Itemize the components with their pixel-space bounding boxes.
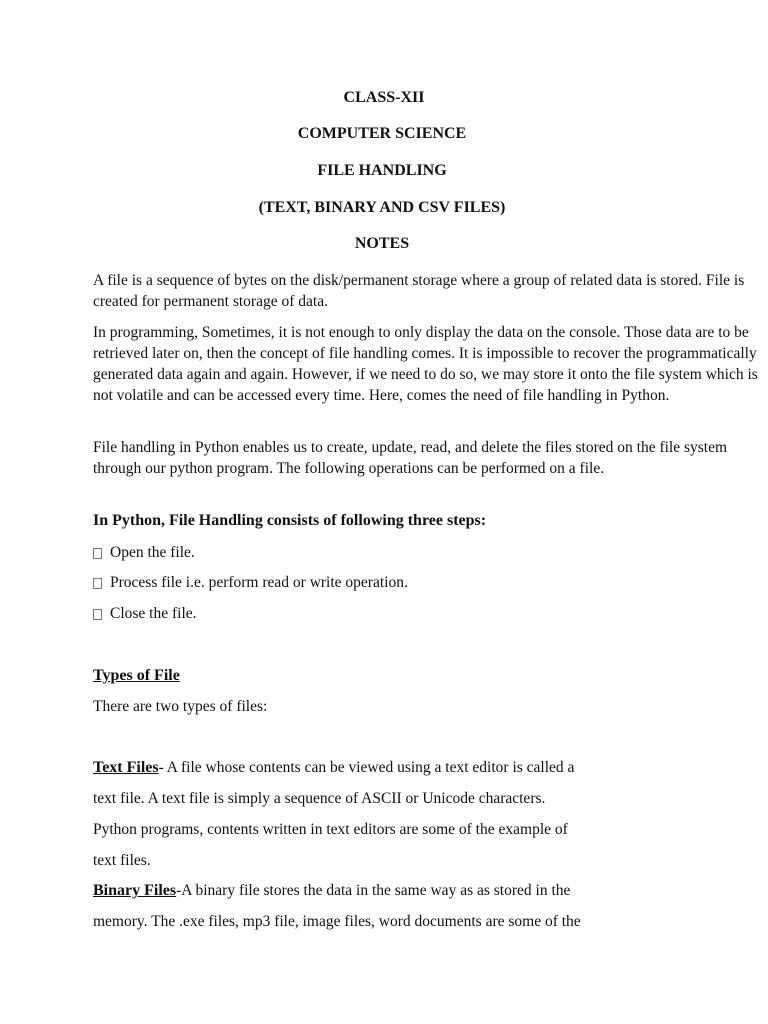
binary-files-definition: -A binary file stores the data in the same way as as stored in the <box>176 882 571 899</box>
programming-paragraph: In programming, Sometimes, it is not enough to only display the data on the console. Those data are to be retrieved later on, then the concept of file handling comes. It is impossible to recover the programmatically generated data again and again. However, if we need to do so, we may store it onto the file system which is not volatile and can be accessed every time. Here, comes the need of file handling in Python. <box>93 324 758 404</box>
binary-files-line: memory. The .exe files, mp3 file, image files, word documents are some of the <box>93 913 581 930</box>
bullet-box-icon <box>93 548 102 559</box>
text-files-line <box>93 758 574 778</box>
steps-title: In Python, File Handling consists of following three steps: <box>93 512 487 529</box>
intro-paragraph: A file is a sequence of bytes on the disk/permanent storage where a group of related data is stored. File is created for permanent storage of data. <box>93 272 745 310</box>
notes-heading: NOTES <box>354 235 410 252</box>
python-paragraph: File handling in Python enables us to create, update, read, and delete the files stored on the file system through our python program. The following operations can be performed on a file. <box>93 439 728 477</box>
bullet-box-icon <box>93 578 102 589</box>
text-files-line: text files. <box>93 852 151 869</box>
text-files-line: Python programs, contents written in text editors are some of the example of <box>93 821 568 838</box>
class-heading: CLASS-XII <box>343 89 425 106</box>
text-files-line: text file. A text file is simply a sequence of ASCII or Unicode characters. <box>93 790 546 807</box>
binary-files-line <box>93 881 570 901</box>
binary-files-term: Binary Files <box>93 882 177 899</box>
bullet-box-icon <box>93 609 102 620</box>
step-item <box>93 604 197 624</box>
text-files-definition: - A file whose contents can be viewed using a text editor is called a <box>158 759 575 776</box>
step-item <box>93 573 408 593</box>
step-text: Process file i.e. perform read or write operation. <box>110 574 408 591</box>
text-files-term: Text Files <box>93 759 159 776</box>
types-of-file-title: Types of File <box>93 667 180 684</box>
subject-heading: COMPUTER SCIENCE <box>297 125 467 142</box>
types-intro: There are two types of files: <box>93 698 268 715</box>
subtitle-heading: (TEXT, BINARY AND CSV FILES) <box>258 199 506 216</box>
step-text: Close the file. <box>110 605 197 622</box>
step-item <box>93 543 195 563</box>
step-text: Open the file. <box>110 544 195 561</box>
topic-heading: FILE HANDLING <box>317 162 447 179</box>
